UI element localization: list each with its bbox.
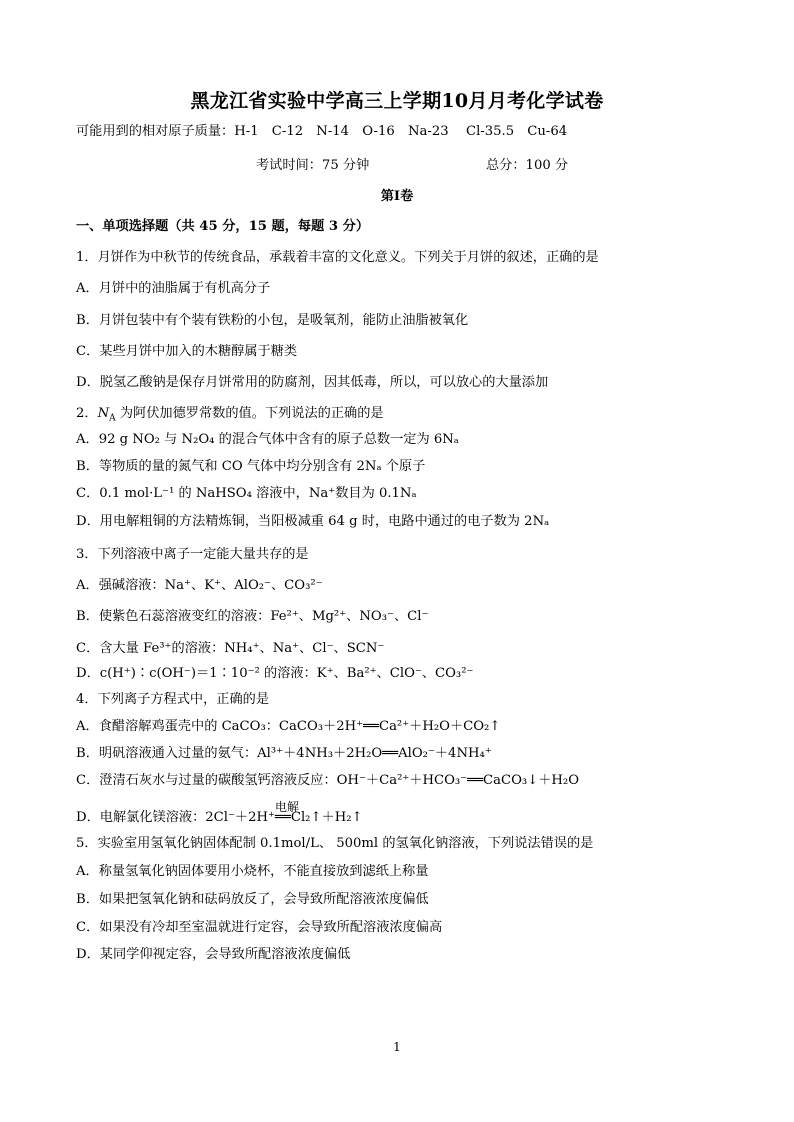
question-1-stem: 1．月饼作为中秋节的传统食品，承载着丰富的文化意义。下列关于月饼的叙述，正确的是 bbox=[76, 250, 599, 265]
question-3-option-d: D．c(H⁺)∶c(OH⁻)＝1∶10⁻² 的溶液：K⁺、Ba²⁺、ClO⁻、CO₃²⁻ bbox=[76, 666, 474, 681]
question-5-option-a: A．称量氢氧化钠固体要用小烧杯，不能直接放到滤纸上称量 bbox=[76, 864, 429, 879]
question-5-option-c: C．如果没有冷却至室温就进行定容，会导致所配溶液浓度偏高 bbox=[76, 920, 443, 935]
question-5-option-d: D．某同学仰视定容，会导致所配溶液浓度偏低 bbox=[76, 947, 351, 962]
page-number: 1 bbox=[393, 1040, 401, 1054]
part-title: 一、单项选择题（共 45 分，15 题，每题 3 分） bbox=[76, 219, 370, 234]
exam-time: 考试时间：75 分钟 bbox=[256, 158, 370, 173]
question-4-option-d bbox=[76, 800, 363, 828]
question-4-option-d-rhs: Cl₂↑＋H₂↑ bbox=[290, 810, 363, 825]
question-4-option-d-lhs: D．电解氯化镁溶液：2Cl⁻＋2H⁺ bbox=[76, 810, 275, 825]
question-3-stem: 3．下列溶液中离子一定能大量共存的是 bbox=[76, 547, 309, 562]
exam-title: 黑龙江省实验中学高三上学期10月月考化学试卷 bbox=[190, 90, 604, 112]
question-1-option-a: A．月饼中的油脂属于有机高分子 bbox=[76, 281, 271, 296]
question-4-option-b: B．明矾溶液通入过量的氨气：Al³⁺＋4NH₃＋2H₂O══AlO₂⁻＋4NH₄⁺ bbox=[76, 746, 492, 761]
question-4-stem: 4．下列离子方程式中，正确的是 bbox=[76, 692, 270, 707]
question-1-option-c: C．某些月饼中加入的木糖醇属于糖类 bbox=[76, 344, 298, 359]
electrolysis-condition: 电解 ══ bbox=[275, 808, 291, 828]
question-2-stem: 2．$N_A$ 为阿伏加德罗常数的值。下列说法的正确的是 bbox=[76, 406, 384, 424]
question-5-stem: 5．实验室用氢氧化钠固体配制 0.1mol/L、 500ml 的氢氧化钠溶液，下列说法错误的是 bbox=[76, 836, 594, 851]
question-4-option-a: A．食醋溶解鸡蛋壳中的 CaCO₃：CaCO₃＋2H⁺══Ca²⁺＋H₂O＋CO₂↑ bbox=[76, 719, 501, 734]
question-1-option-b: B．月饼包装中有个装有铁粉的小包，是吸氧剂，能防止油脂被氧化 bbox=[76, 313, 469, 328]
question-2-stem-text: 为阿伏加德罗常数的值。下列说法的正确的是 bbox=[119, 406, 384, 421]
section-title: 第Ⅰ卷 bbox=[380, 189, 414, 204]
question-3-option-c: C．含大量 Fe³⁺的溶液：NH₄⁺、Na⁺、Cl⁻、SCN⁻ bbox=[76, 641, 385, 656]
question-4-option-c: C．澄清石灰水与过量的碳酸氢钙溶液反应：OH⁻＋Ca²⁺＋HCO₃⁻══CaCO₃↓＋H₂O bbox=[76, 773, 580, 788]
atomic-mass-line: 可能用到的相对原子质量：H-1 C-12 N-14 O-16 Na-23 Cl-35.5 Cu-64 bbox=[76, 124, 568, 139]
question-2-option-c: C．0.1 mol·L⁻¹ 的 NaHSO₄ 溶液中，Na⁺数目为 0.1Nₐ bbox=[76, 486, 417, 501]
question-2-option-d: D．用电解粗铜的方法精炼铜，当阳极减重 64 g 时，电路中通过的电子数为 2Nₐ bbox=[76, 514, 550, 529]
question-3-option-a: A．强碱溶液：Na⁺、K⁺、AlO₂⁻、CO₃²⁻ bbox=[76, 578, 323, 593]
question-1-option-d: D．脱氢乙酸钠是保存月饼常用的防腐剂，因其低毒，所以，可以放心的大量添加 bbox=[76, 375, 549, 390]
question-2-option-b: B．等物质的量的氮气和 CO 气体中均分别含有 2Nₐ 个原子 bbox=[76, 459, 426, 474]
question-3-option-b: B．使紫色石蕊溶液变红的溶液：Fe²⁺、Mg²⁺、NO₃⁻、Cl⁻ bbox=[76, 609, 429, 624]
total-score: 总分：100 分 bbox=[486, 158, 569, 173]
question-5-option-b: B．如果把氢氧化钠和砝码放反了，会导致所配溶液浓度偏低 bbox=[76, 892, 429, 907]
question-2-option-a: A．92 g NO₂ 与 N₂O₄ 的混合气体中含有的原子总数一定为 6Nₐ bbox=[76, 432, 459, 447]
electrolysis-label: 电解 bbox=[274, 800, 299, 814]
